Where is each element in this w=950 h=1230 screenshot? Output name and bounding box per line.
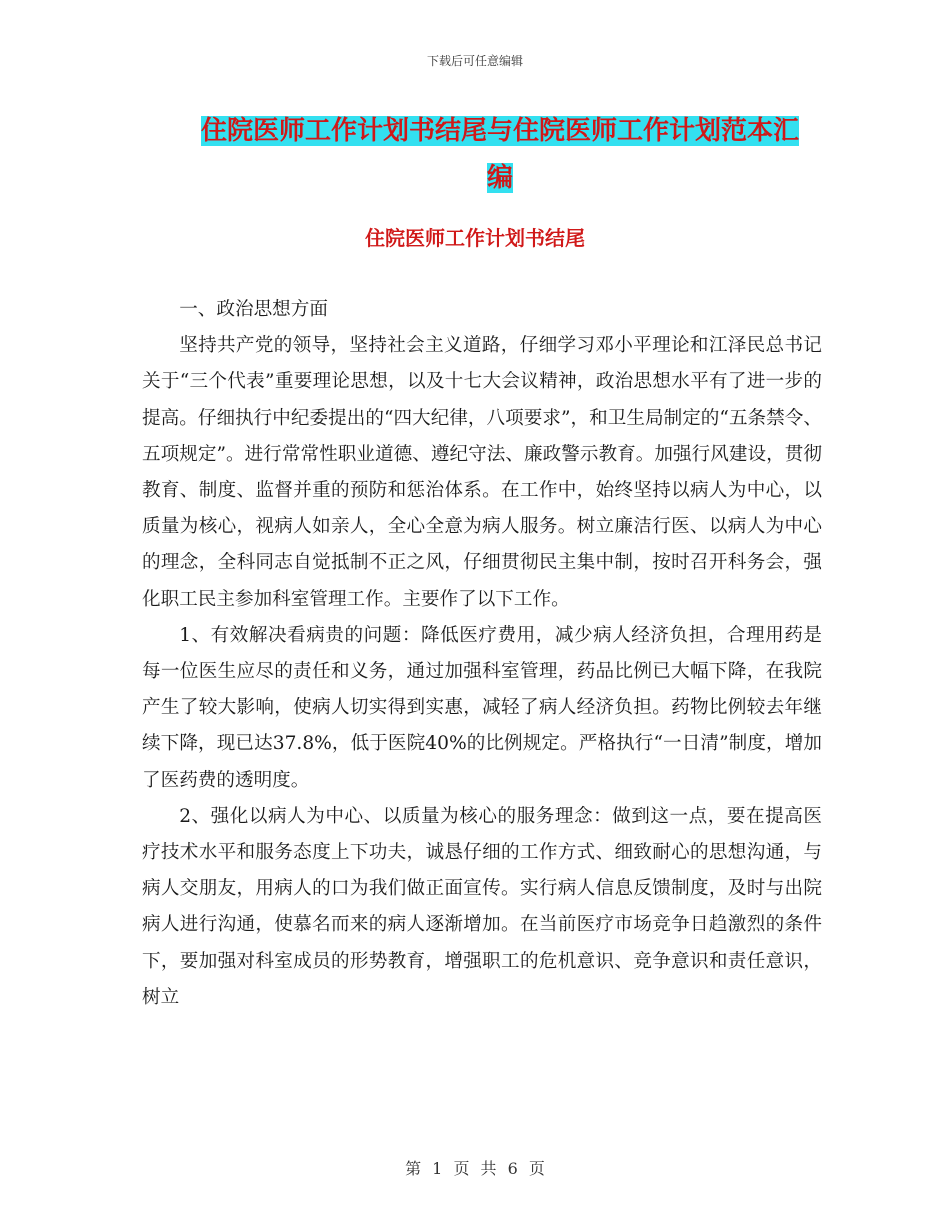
document-title-text: 住院医师工作计划书结尾与住院医师工作计划范本汇编: [200, 116, 799, 193]
section-title: 住院医师工作计划书结尾: [365, 226, 585, 250]
page-indicator: 第 1 页 共 6 页: [405, 1159, 545, 1178]
paragraph-heading: 一、政治思想方面: [179, 299, 328, 320]
document-body: [142, 292, 822, 1016]
header-note: 下载后可任意编辑: [426, 54, 523, 68]
paragraph: 坚持共产党的领导，坚持社会主义道路，仔细学习邓小平理论和江泽民总书记关于“三个代表”重要理论思想，以及十七大会议精神，政治思想水平有了进一步的提高。仔细执行中纪委提出的“四大纪律，八项要求”，和卫生局制定的“五条禁令、五项规定”。进行常常性职业道德、遵纪守法、廉政警示教育。加强行风建设，贯彻教育、制度、监督并重的预防和惩治体系。在工作中，始终坚持以病人为中心，以质量为核心，视病人如亲人，全心全意为病人服务。树立廉洁行医、以病人为中心的理念，全科同志自觉抵制不正之风，仔细贯彻民主集中制，按时召开科务会，强化职工民主参加科室管理工作。主要作了以下工作。: [142, 335, 822, 610]
document-title: [190, 108, 810, 202]
paragraph: 2、强化以病人为中心、以质量为核心的服务理念：做到这一点，要在提高医疗技术水平和服务态度上下功夫，诚恳仔细的工作方式、细致耐心的思想沟通，与病人交朋友，用病人的口为我们做正面宣传。实行病人信息反馈制度，及时与出院病人进行沟通，使慕名而来的病人逐渐增加。在当前医疗市场竞争日趋激烈的条件下，要加强对科室成员的形势教育，增强职工的危机意识、竞争意识和责任意识，树立: [142, 805, 822, 1008]
paragraph: 1、有效解决看病贵的问题：降低医疗费用，减少病人经济负担，合理用药是每一位医生应尽的责任和义务，通过加强科室管理，药品比例已大幅下降，在我院产生了较大影响，使病人切实得到实惠，减轻了病人经济负担。药物比例较去年继续下降，现已达37.8%，低于医院40%的比例规定。严格执行“一日清”制度，增加了医药费的透明度。: [142, 624, 822, 791]
